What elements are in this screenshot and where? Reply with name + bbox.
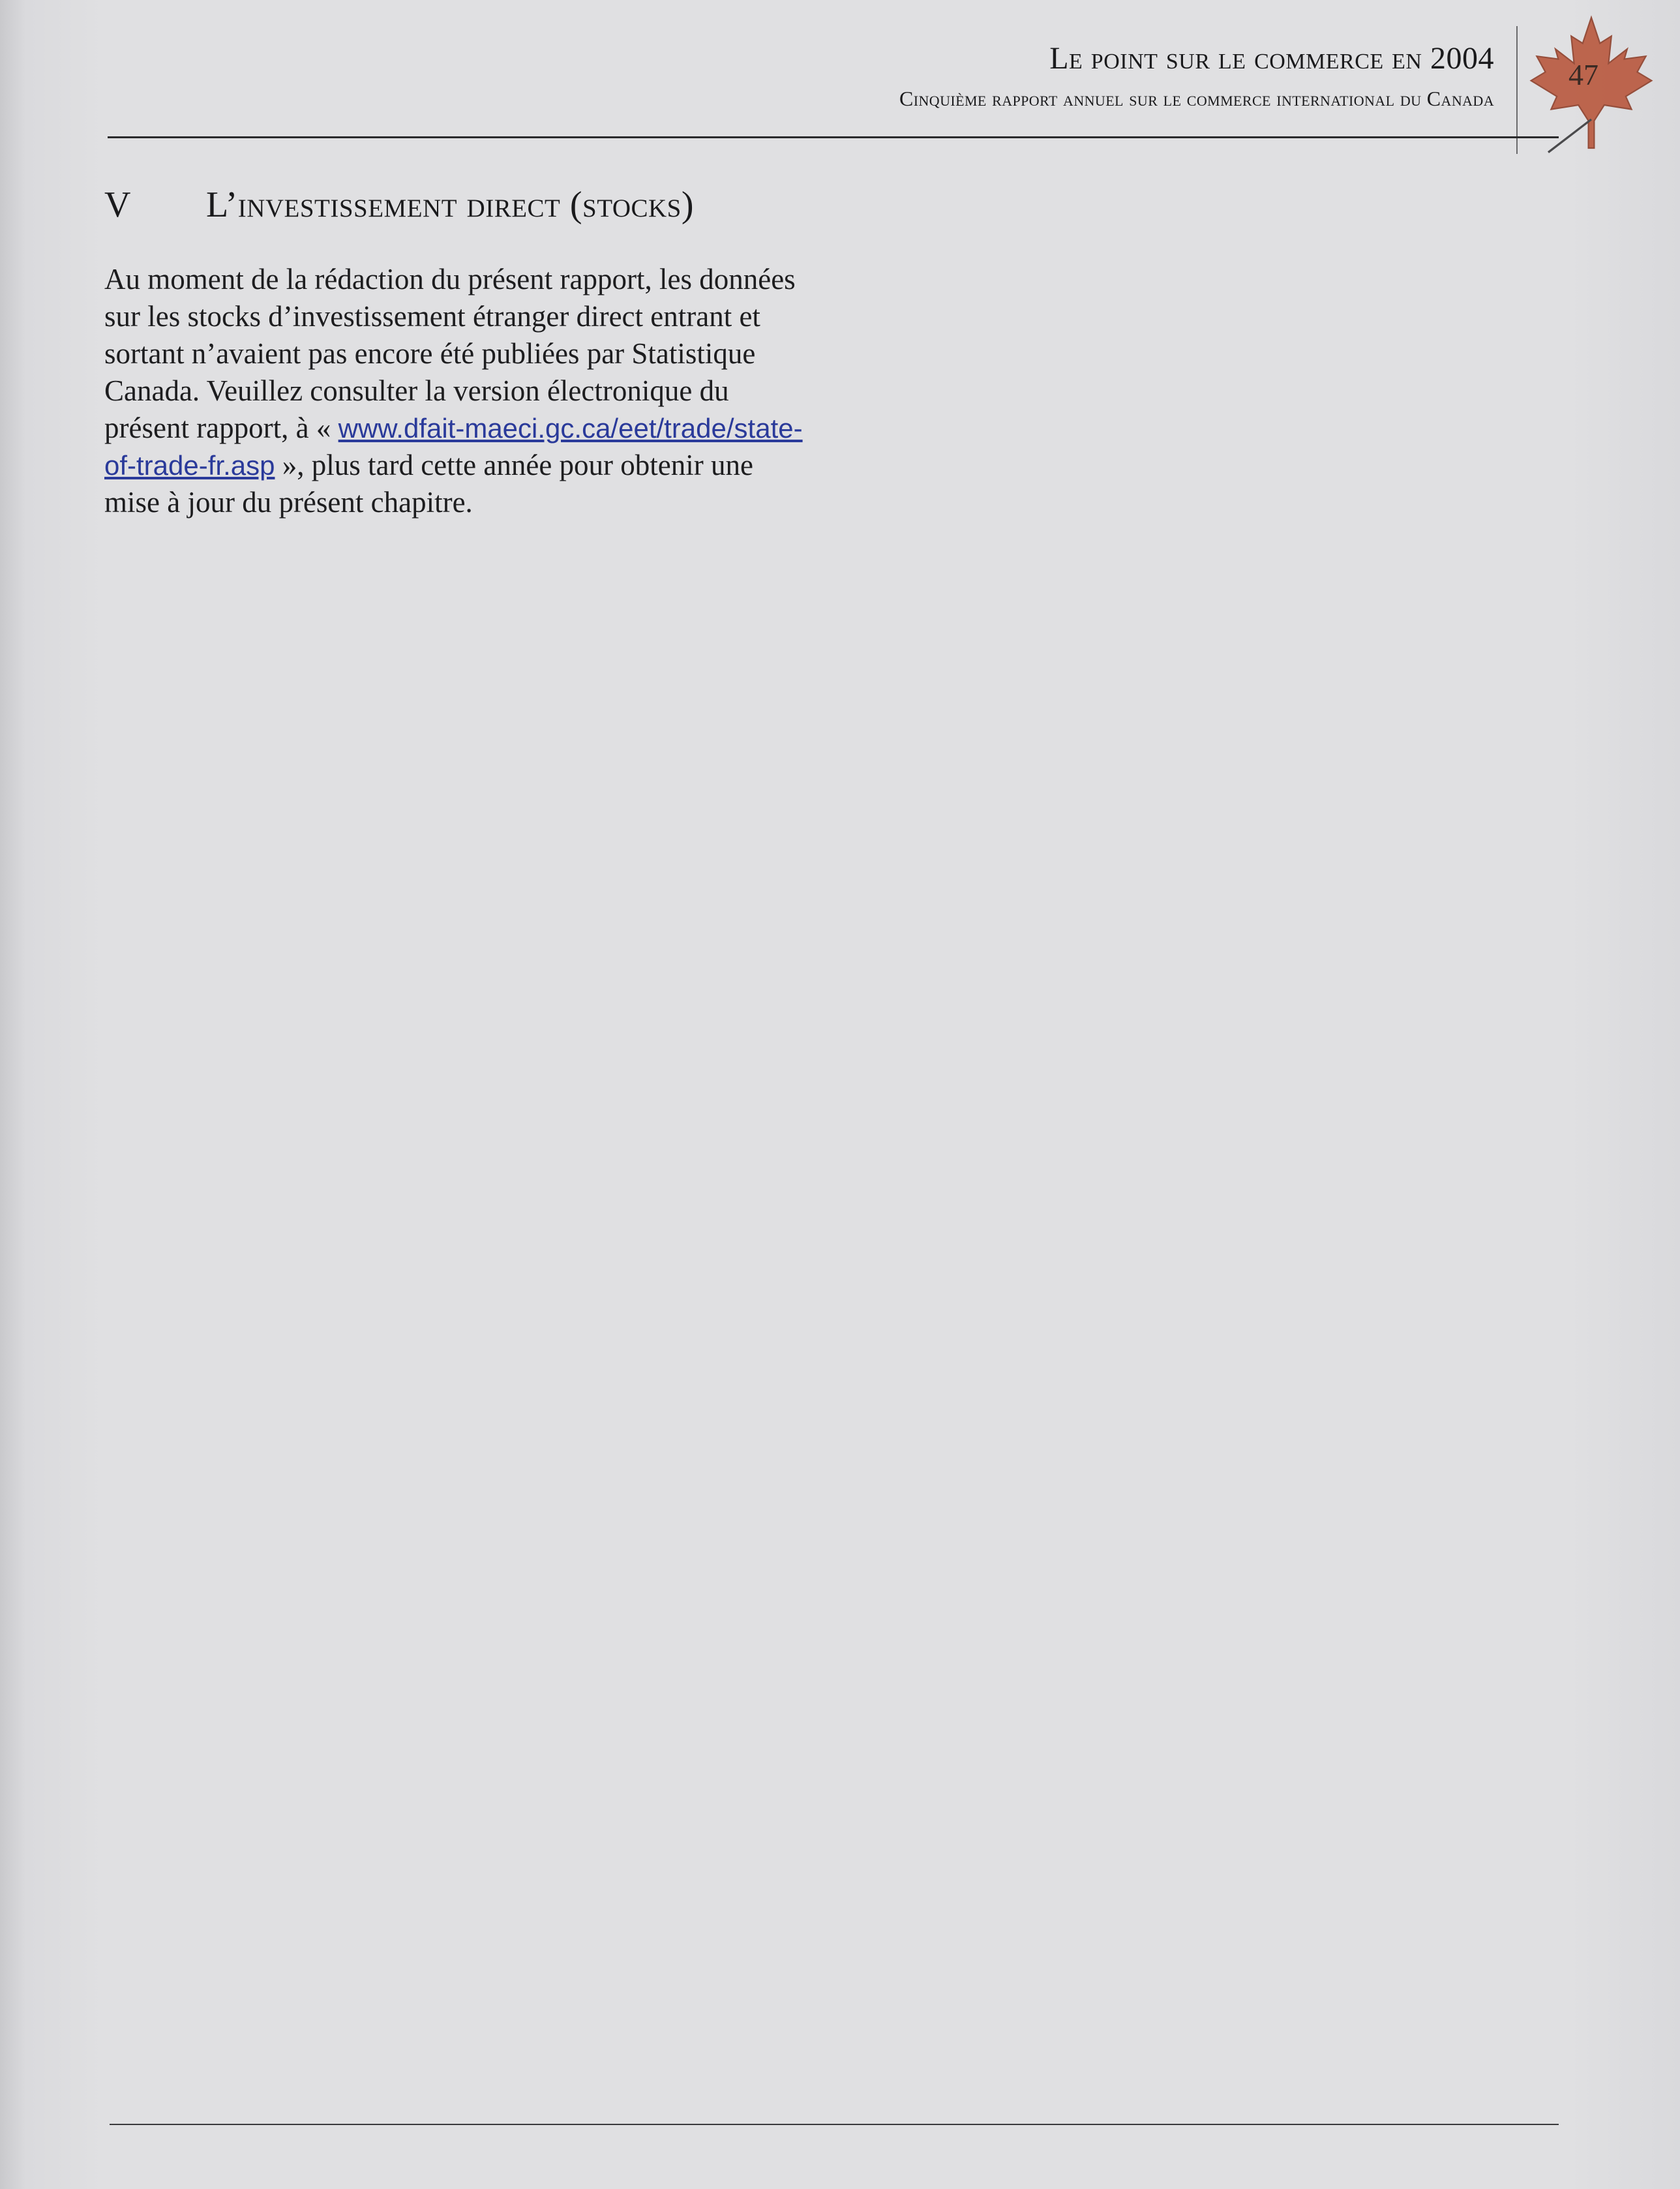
paragraph-text-start: Au moment de la rédaction du présent rapport, les données sur les stocks d’investissement étranger direct entrant et sortant n’avaient pas encore été publiées par Statistique Canada. Veuillez consulter la version électronique du présent rapport, à « — [104, 263, 796, 444]
footer-rule — [110, 2124, 1559, 2125]
section-number: V — [104, 185, 131, 225]
header-rule — [108, 136, 1559, 138]
section-heading — [104, 184, 694, 226]
running-header-subtitle: Cinquième rapport annuel sur le commerce international du Canada — [899, 87, 1494, 110]
paragraph-text-end: », plus tard cette année pour obtenir une mise à jour du présent chapitre. — [104, 449, 753, 519]
page-number: 47 — [1568, 58, 1598, 91]
running-header-title: Le point sur le commerce en 2004 — [1049, 41, 1494, 76]
body-paragraph — [104, 261, 815, 521]
report-url-link[interactable]: www.dfait-maeci.gc.ca/eet/trade/state-of-trade-fr.asp — [104, 413, 803, 481]
section-title: L’investissement direct (stocks) — [206, 185, 695, 225]
header-divider-vertical — [1516, 26, 1518, 154]
